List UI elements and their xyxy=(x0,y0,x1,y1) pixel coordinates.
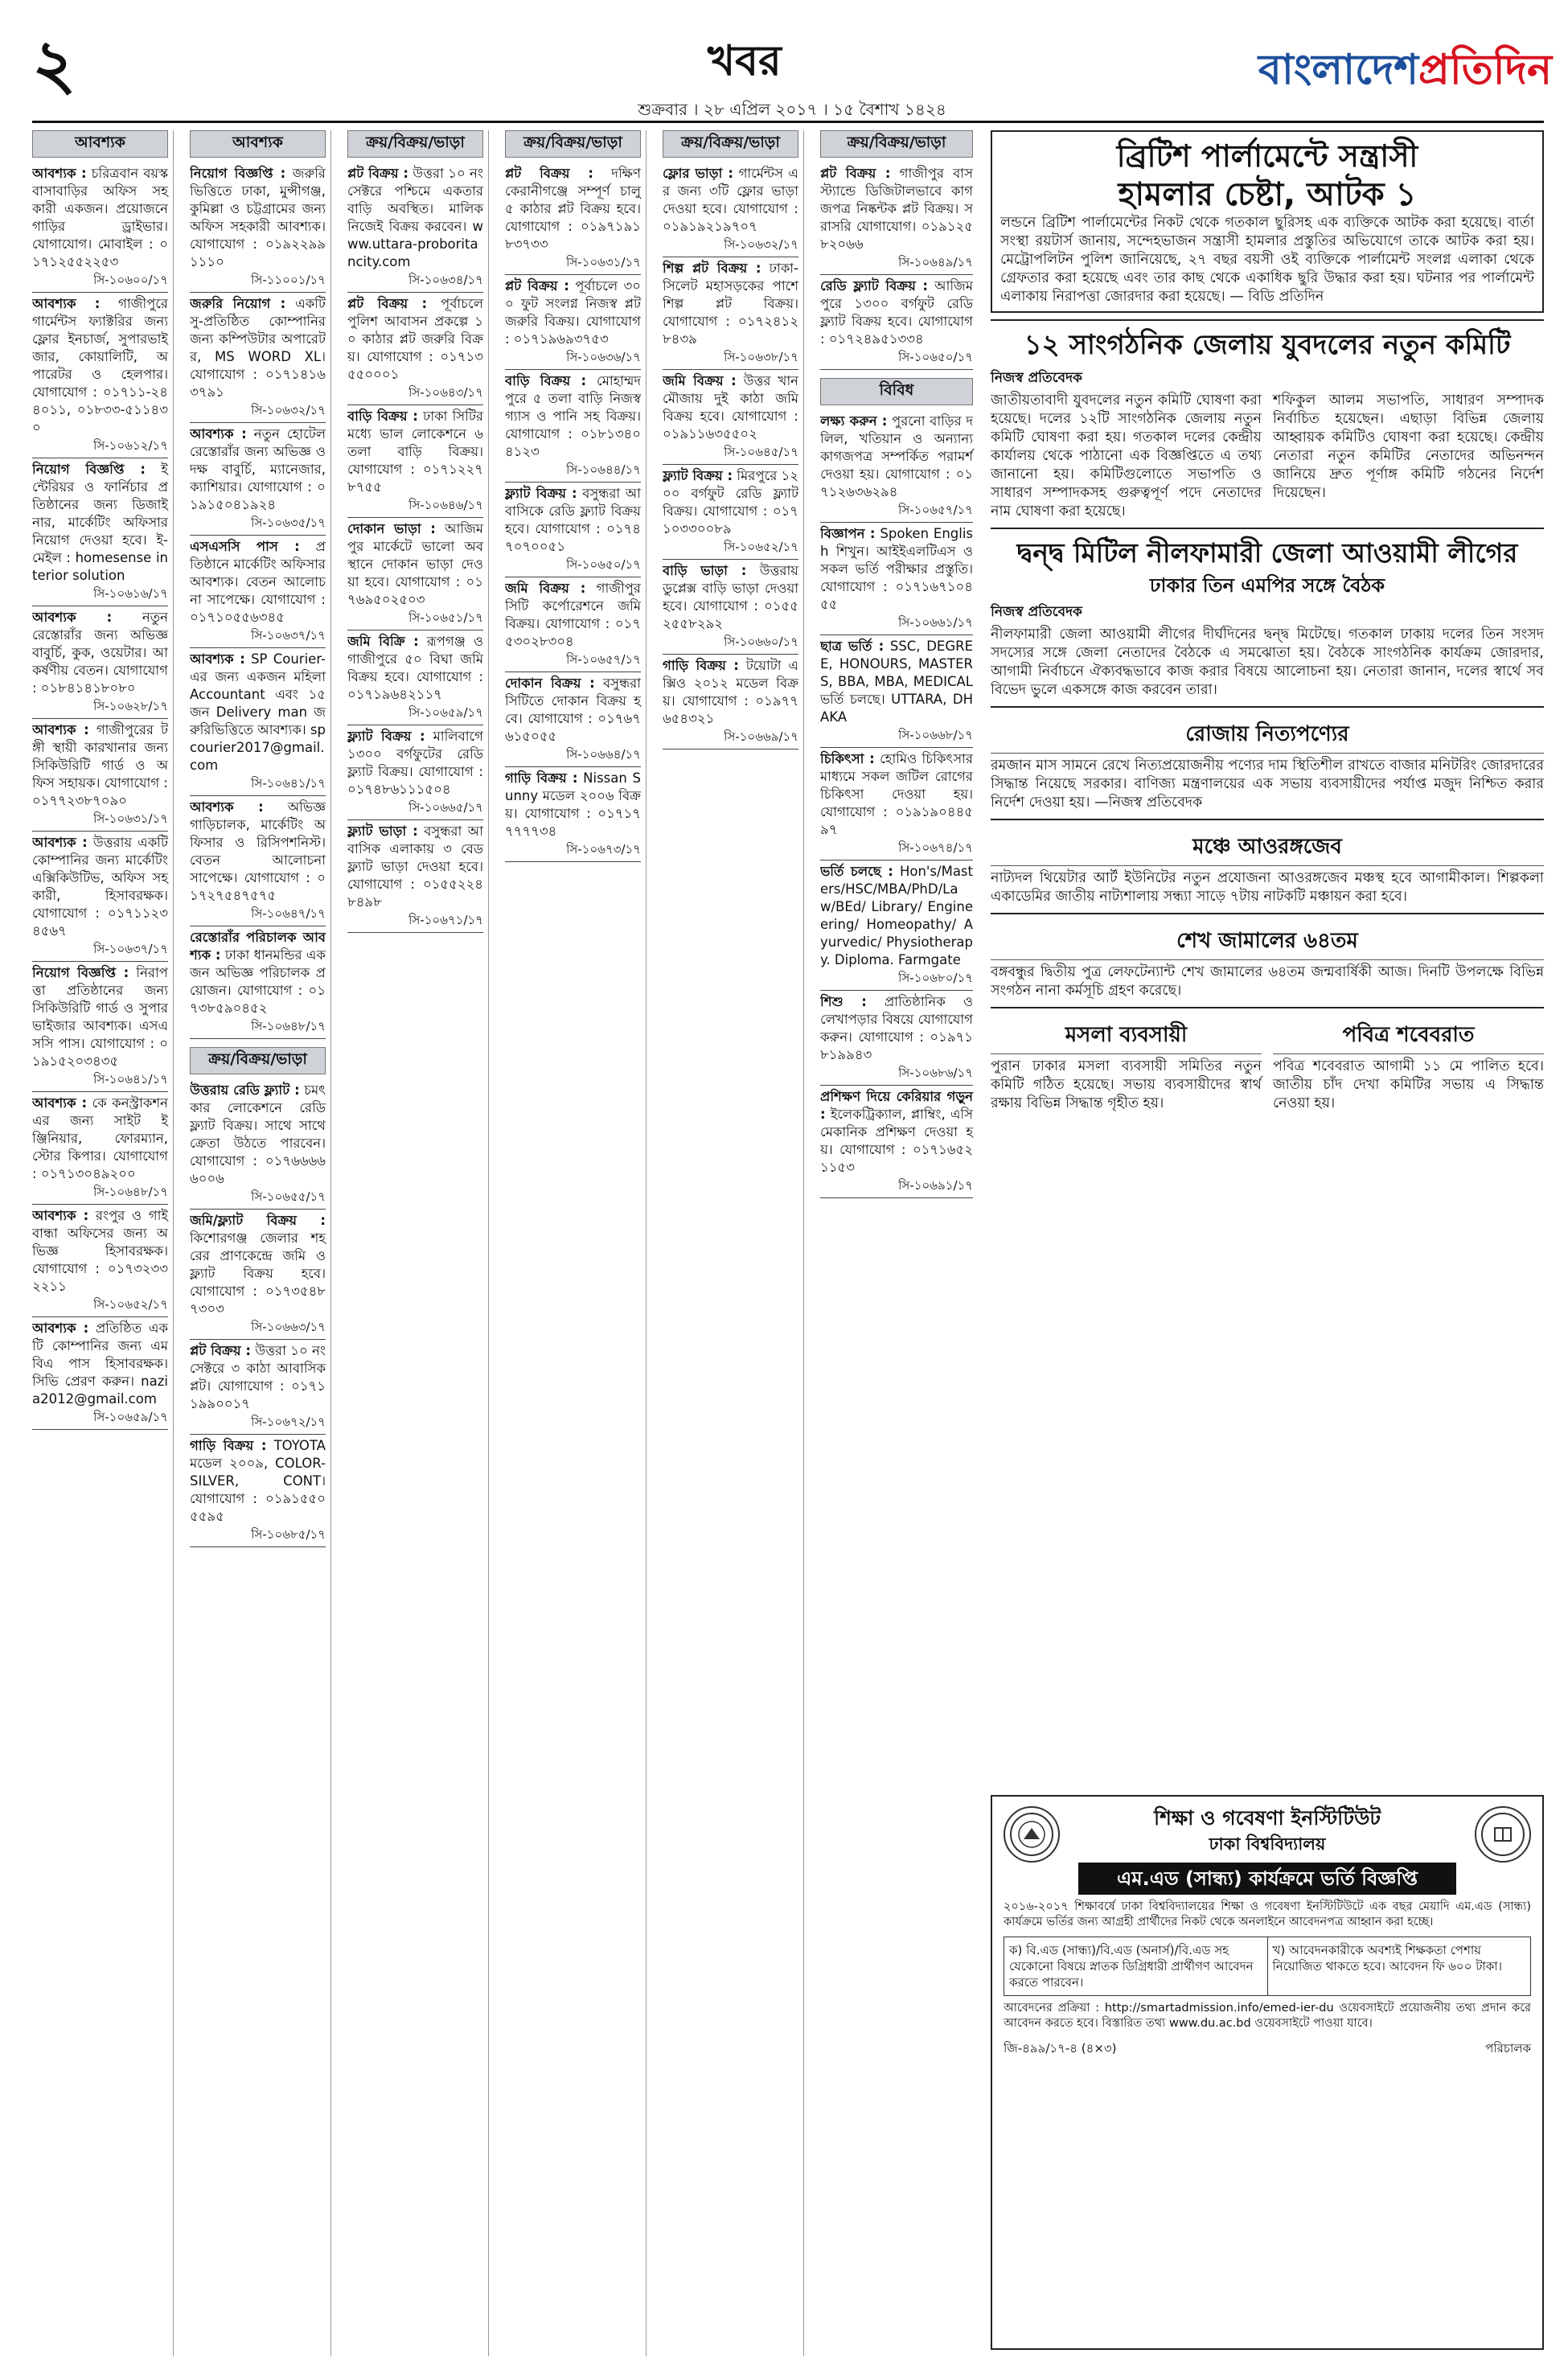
newspaper-logo xyxy=(1258,42,1552,98)
classified-ad: শিল্প প্লট বিক্রয় : ঢাকা-সিলেট মহাসড়কের পাশে শিল্প প্লট বিক্রয়। যোগাযোগ : ০১৭২৪১২৮৪৩৯ সি-১০৬৩৮/১৭ xyxy=(663,257,798,370)
classified-ad: দোকান বিক্রয় : বসুন্ধরা সিটিতে দোকান বিক্রয় হবে। যোগাযোগ : ০১৭৬৭৬১৫০৫৫ সি-১০৬৬৪/১৭ xyxy=(505,672,641,767)
column-heading: ক্রয়/বিক্রয়/ভাড়া xyxy=(820,130,973,158)
university-seal-icon xyxy=(1004,1806,1060,1863)
eligibility-table xyxy=(1004,1937,1531,1996)
classified-section xyxy=(32,130,981,2356)
ad-code: জি-৪৯৯/১৭-৪ (৪×৩) xyxy=(1004,2041,1117,2056)
classified-ad: লক্ষ্য করুন : পুরনো বাড়ির দলিল, খতিয়ান ও অন্যান্য কাগজপত্র সম্পর্কিত পরামর্শ দেওয়া হয়। যোগাযোগ : ০১৭১২৬৩৬২৯৪ সি-১০৬৫৭/১৭ xyxy=(820,410,973,523)
classified-ad: আবশ্যক : নতুন রেস্তোরাঁর জন্য অভিজ্ঞ বাবুর্চি, কুক, ওয়েটার। আকর্ষণীয় বেতন। যোগাযোগ : ০১৮৪১৪১৮০৮০ সি-১০৬২৮/১৭ xyxy=(32,606,168,719)
classified-ad: বাড়ি বিক্রয় : ঢাকা সিটির মধ্যে ভাল লোকেশনে ৬ তলা বাড়ি বিক্রয়। যোগাযোগ : ০১৭১২২৭৮৭৫৫ সি-১০৬৪৬/১৭ xyxy=(347,405,483,518)
brand-accent: প্রতিদিন xyxy=(1418,46,1552,94)
article-body: রমজান মাস সামনে রেখে নিত্যপ্রয়োজনীয় পণ্যের দাম স্থিতিশীল রাখতে বাজার মনিটরিং জোরদারের সিদ্ধান্ত নিয়েছে সরকার। বাণিজ্য মন্ত্রণালয়ের এক সভায় ব্যবসায়ীদের পর্যাপ্ত মজুদ নিশ্চিত করার নির্দেশ দেওয়া হয়। —নিজস্ব প্রতিবেদক xyxy=(991,758,1544,811)
classified-ad: এসএসসি পাস : প্রতিষ্ঠানে মার্কেটিং অফিসার আবশ্যক। বেতন আলোচনা সাপেক্ষে। যোগাযোগ : ০১৭১০৫৫৬৩৪৫ সি-১০৬৩৭/১৭ xyxy=(190,536,326,648)
classified-ad: জমি বিক্রয় : গাজীপুর সিটি কর্পোরেশনে জমি বিক্রয়। যোগাযোগ : ০১৭৫৩০২৮৩০৪ সি-১০৬৫৭/১৭ xyxy=(505,577,641,672)
news-story-shab-e-barat xyxy=(1273,1013,1544,1113)
classified-ad: ফ্ল্যাট বিক্রয় : মিরপুরে ১২০০ বর্গফুট রেডি ফ্ল্যাট বিক্রয়। যোগাযোগ : ০১৭১০৩৩০০৮৯ সি-১০৬৫২/১৭ xyxy=(663,465,798,560)
classified-column-3 xyxy=(347,130,489,2356)
classified-ad: ছাত্র ভর্তি : SSC, DEGREE, HONOURS, MASTERS, BBA, MBA, MEDICAL ভর্তি চলছে। UTTARA, DHAKA সি-১০৬৬৮/১৭ xyxy=(820,635,973,748)
news-story-nilphamari xyxy=(991,528,1544,700)
admission-footer xyxy=(1004,2039,1531,2060)
admission-advertisement xyxy=(991,1795,1544,2350)
masthead xyxy=(32,24,1552,121)
article-body: নীলফামারী জেলা আওয়ামী লীগের দীর্ঘদিনের দ্বন্দ্ব মিটেছে। গতকাল ঢাকায় দলের তিন সংসদ সদস্যের সঙ্গে জেলা নেতাদের বৈঠকে এ সমঝোতা হয়। বৈঠকে সাংগঠনিক কার্যক্রম জোরদার, আগামী নির্বাচনে ঐক্যবদ্ধভাবে কাজ করার বিষয়ে আলোচনা হয়। নেতারা জানান, দলের স্বার্থে সব বিভেদ ভুলে একসঙ্গে কাজ করবেন তারা। xyxy=(991,626,1544,698)
classified-column-1 xyxy=(32,130,174,2356)
classified-ad: প্লট বিক্রয় : পূর্বাচলে ৩০০ ফুট সংলগ্ন নিজস্ব প্লট জরুরি বিক্রয়। যোগাযোগ : ০১৭১৯৬৯৩৭৫৩ সি-১০৬৩৬/১৭ xyxy=(505,275,641,370)
classified-ad: গাড়ি বিক্রয় : Nissan Sunny মডেল ২০০৬ বিক্রয়। যোগাযোগ : ০১৭১৭৭৭৭৭৩৪ সি-১০৬৭৩/১৭ xyxy=(505,767,641,862)
classified-column-5 xyxy=(663,130,804,2356)
news-story-ramadan-prices xyxy=(991,706,1544,812)
headline: শেখ জামালের ৬৪তম xyxy=(991,924,1544,960)
headline: মঞ্চে আওরঙ্গজেব xyxy=(991,830,1544,866)
classified-ad: জরুরি নিয়োগ : একটি সু-প্রতিষ্ঠিত কোম্পানির জন্য কম্পিউটার অপারেটর, MS WORD XL। যোগাযোগ : ০১৭১৪১৬৩৭৯১ সি-১০৬৩২/১৭ xyxy=(190,293,326,423)
classified-ad: ভর্তি চলছে : Hon's/Masters/HSC/MBA/PhD/Law/BEd/ Library/ Engineering/ Homeopathy/ Ayurvedic/ Physiotherapy. Diploma. Farmgate সি-১০৬৮০/১৭ xyxy=(820,860,973,991)
news-story-jubodal xyxy=(991,319,1544,521)
headline: পবিত্র শবেবরাত xyxy=(1273,1018,1544,1054)
byline: নিজস্ব প্রতিবেদক xyxy=(991,370,1082,386)
byline: নিজস্ব প্রতিবেদক xyxy=(991,604,1082,620)
classified-ad: নিয়োগ বিজ্ঞপ্তি : ইন্টেরিয়র ও ফার্নিচার প্রতিষ্ঠানের জন্য ডিজাইনার, মার্কেটিং অফিসার নিয়োগ দেওয়া হবে। ই-মেইল : homesense interior solution সি-১০৬১৬/১৭ xyxy=(32,458,168,606)
headline: ব্রিটিশ পার্লামেন্টে সন্ত্রাসী xyxy=(1116,138,1418,174)
brand-main: বাংলাদেশ xyxy=(1258,46,1419,94)
classified-ad: চিকিৎসা : হোমিও চিকিৎসার মাধ্যমে সকল জটিল রোগের চিকিৎসা দেওয়া হয়। যোগাযোগ : ০১৯১৯০৪৪৫৯৭ সি-১০৬৭৪/১৭ xyxy=(820,748,973,860)
classified-ad: দোকান ভাড়া : আজিমপুর মার্কেটে ভালো অবস্থানে দোকান ভাড়া দেওয়া হবে। যোগাযোগ : ০১৭৬৯৫০২৫০৩ সি-১০৬৫১/১৭ xyxy=(347,518,483,630)
news-story-theatre xyxy=(991,819,1544,906)
classified-column-4 xyxy=(505,130,646,2356)
classified-ad: প্লট বিক্রয় : উত্তরা ১০ নং সেক্টরে পশ্চিমে একতার বাড়ি অবস্থিত। মালিক নিজেই বিক্রয় করবেন। www.uttara-proboritancity.com সি-১০৬৩৪/১৭ xyxy=(347,162,483,293)
classified-ad: গাড়ি বিক্রয় : TOYOTA মডেল ২০০৯, COLOR-SILVER, CONT। যোগাযোগ : ০১৯১৫৫০৫৫৯৫ সি-১০৬৮৫/১৭ xyxy=(190,1435,326,1547)
subheadline: ঢাকার তিন এমপির সঙ্গে বৈঠক xyxy=(1149,574,1385,597)
admission-intro: ২০১৬-২০১৭ শিক্ষাবর্ষে ঢাকা বিশ্ববিদ্যালয়ের শিক্ষা ও গবেষণা ইনস্টিটিউটে এক বছর মেয়াদি এম.এড (সান্ধ্য) কার্যক্রমে ভর্তির জন্য আগ্রহী প্রার্থীদের নিকট থেকে অনলাইনে আবেদনপত্র আহ্বান করা হচ্ছে। xyxy=(1004,1900,1531,1928)
classified-ad: বিজ্ঞাপন : Spoken English শিখুন। আইইএলটিএস ও সকল ভর্তি পরীক্ষার প্রস্তুতি। যোগাযোগ : ০১৭১৬৭১০৪৫৫ সি-১০৬৬১/১৭ xyxy=(820,523,973,635)
eligibility-right: খ) আবেদনকারীকে অবশ্যই শিক্ষকতা পেশায় নিয়োজিত থাকতে হবে। আবেদন ফি ৬০০ টাকা। xyxy=(1272,1943,1502,1974)
column-subheading: বিবিধ xyxy=(820,378,973,405)
column-subheading: ক্রয়/বিক্রয়/ভাড়া xyxy=(190,1047,326,1074)
news-story-sheikh-jamal xyxy=(991,913,1544,1000)
institute-seal-icon xyxy=(1475,1806,1531,1863)
classified-ad: উত্তরায় রেডি ফ্ল্যাট : চমৎকার লোকেশনে রেডি ফ্ল্যাট বিক্রয়। সাথে সাথে ক্রেতা উঠতে পারবেন। যোগাযোগ : ০১৭৬৬৬৬৬০০৬ সি-১০৬৫৫/১৭ xyxy=(190,1079,326,1210)
article-body: শফিকুল আলম সভাপতি, সাধারণ সম্পাদক নির্বাচিত হয়েছেন। এছাড়া বিভিন্ন জেলায় আহ্বায়ক কমিটিও ঘোষণা করা হয়েছে। কেন্দ্রীয় নেতারা নতুন কমিটির নেতাদের অভিনন্দন জানিয়ে দ্রুত পূর্ণাঙ্গ কমিটি গঠনের নির্দেশ দিয়েছেন। xyxy=(1273,392,1544,501)
article-body: লন্ডনে ব্রিটিশ পার্লামেন্টের নিকট থেকে গতকাল ছুরিসহ এক ব্যক্তিকে আটক করা হয়েছে। বার্তা সংস্থা রয়টার্স জানায়, সন্দেহভাজন সন্ত্রাসী হামলার প্রস্তুতির অভিযোগে তাকে আটক করা হয়। মেট্রোপলিটন পুলিশ জানিয়েছে, ২৭ বছর বয়সী ওই ব্যক্তিকে পার্লামেন্ট সংলগ্ন এলাকা থেকে গ্রেফতার করা হয়েছে এবং তার কাছ থেকে একাধিক ছুরি উদ্ধার করা হয়। ঘটনার পর পার্লামেন্ট এলাকায় নিরাপত্তা জোরদার করা হয়েছে। — বিডি প্রতিদিন xyxy=(1000,215,1534,305)
eligibility-left: ক) বি.এড (সান্ধ্য)/বি.এড (অনার্স)/বি.এড সহ যেকোনো বিষয়ে স্নাতক ডিগ্রিধারী প্রার্থীগণ আবেদন করতে পারবেন। xyxy=(1004,1937,1268,1995)
classified-ad: রেডি ফ্ল্যাট বিক্রয় : আজিমপুরে ১৩০০ বর্গফুট রেডি ফ্ল্যাট বিক্রয় হবে। যোগাযোগ : ০১৭২৪৯৫১৩৩৪ সি-১০৬৫০/১৭ xyxy=(820,275,973,370)
classified-ad: আবশ্যক : প্রতিষ্ঠিত একটি কোম্পানির জন্য এমবিএ পাস হিসাবরক্ষক। সিভি প্রেরণ করুন। nazia2012@gmail.com সি-১০৬৫৯/১৭ xyxy=(32,1317,168,1430)
classified-ad: ফ্ল্যাট বিক্রয় : মালিবাগে ১৩০০ বর্গফুটের রেডি ফ্ল্যাট বিক্রয়। যোগাযোগ : ০১৭৪৮৬১১১৫০৪ সি-১০৬৬৫/১৭ xyxy=(347,725,483,820)
headline: ১২ সাংগঠনিক জেলায় যুবদলের নতুন কমিটি xyxy=(1024,329,1511,361)
classified-ad: বাড়ি বিক্রয় : মোহাম্মদপুরে ৫ তলা বাড়ি নিজস্ব গ্যাস ও পানি সহ বিক্রয়। যোগাযোগ : ০১৮১৩৪০৪১২৩ সি-১০৬৪৪/১৭ xyxy=(505,370,641,483)
headline: রোজায় নিত্যপণ্যের xyxy=(991,717,1544,754)
classified-ad: গাড়ি বিক্রয় : টয়োটা এক্সিও ২০১২ মডেল বিক্রয়। যোগাযোগ : ০১৯৭৭৬৫৪৩২১ সি-১০৬৬৯/১৭ xyxy=(663,655,798,750)
classified-ad: আবশ্যক : নতুন হোটেল রেস্তোরাঁর জন্য অভিজ্ঞ ও দক্ষ বাবুর্চি, ম্যানেজার, ক্যাশিয়ার। যোগাযোগ : ০১৯১৫০৪১৯২৪ সি-১০৬৩৫/১৭ xyxy=(190,423,326,536)
classified-ad: প্লট বিক্রয় : উত্তরা ১০ নং সেক্টরে ৩ কাঠা আবাসিক প্লট। যোগাযোগ : ০১৭১১৯৯০০১৭ সি-১০৬৭২/১৭ xyxy=(190,1340,326,1435)
classified-ad: নিয়োগ বিজ্ঞপ্তি : জরুরি ভিত্তিতে ঢাকা, মুন্সীগঞ্জ, কুমিল্লা ও চট্টগ্রামের জন্য অফিস সহকারী আবশ্যক। যোগাযোগ : ০১৯২২৯৯১১১০ সি-১১০০১/১৭ xyxy=(190,162,326,293)
admission-note: আবেদনের প্রক্রিয়া : http://smartadmission.info/emed-ier-du ওয়েবসাইটে প্রয়োজনীয় তথ্য প্রদান করে আবেদন করতে হবে। বিস্তারিত তথ্য www.du.ac.bd ওয়েবসাইটে পাওয়া যাবে। xyxy=(1004,2002,1531,2030)
classified-column-6 xyxy=(820,130,978,2356)
classified-ad: প্রশিক্ষণ দিয়ে কেরিয়ার গড়ুন : ইলেকট্রিক্যাল, প্লাম্বিং, এসি মেকানিক প্রশিক্ষণ দেওয়া হয়। যোগাযোগ : ০১৭১৬৫২১১৫৩ সি-১০৬৯১/১৭ xyxy=(820,1086,973,1198)
article-body: পবিত্র শবেবরাত আগামী ১১ মে পালিত হবে। জাতীয় চাঁদ দেখা কমিটির সভায় এ সিদ্ধান্ত নেওয়া হয়। xyxy=(1273,1058,1544,1111)
classified-ad: আবশ্যক : অভিজ্ঞ গাড়িচালক, মার্কেটিং অফিসার ও রিসিপশনিস্ট। বেতন আলোচনা সাপেক্ষে। যোগাযোগ : ০১৭২৭৫৪৭৫৭৫ সি-১০৬৪৭/১৭ xyxy=(190,796,326,926)
headline: হামলার চেষ্টা, আটক ১ xyxy=(1118,176,1417,213)
column-heading: আবশ্যক xyxy=(32,130,168,158)
classified-ad: জমি বিক্রি : রূপগঞ্জ ও গাজীপুরে ৫০ বিঘা জমি বিক্রয় হবে। যোগাযোগ : ০১৭১৯৬৪২১১৭ সি-১০৬৫৯/১৭ xyxy=(347,630,483,725)
classified-ad: প্লট বিক্রয় : পূর্বাচলে পুলিশ আবাসন প্রকল্পে ১০ কাঠার প্লট জরুরি বিক্রয়। যোগাযোগ : ০১৭১৩৫৫০০০১ সি-১০৬৪৩/১৭ xyxy=(347,293,483,405)
article-body: জাতীয়তাবাদী যুবদলের নতুন কমিটি ঘোষণা করা হয়েছে। দলের ১২টি সাংগঠনিক জেলায় নতুন কমিটি ঘোষণা করা হয়। গতকাল দলের কেন্দ্রীয় কার্যালয় থেকে পাঠানো এক বিজ্ঞপ্তিতে এ তথ্য জানানো হয়। কমিটিগুলোতে সভাপতি ও সাধারণ সম্পাদকসহ গুরুত্বপূর্ণ পদে নেতাদের নাম ঘোষণা করা হয়েছে। xyxy=(991,392,1262,520)
headline: দ্বন্দ্ব মিটিল নীলফামারী জেলা আওয়ামী লীগের xyxy=(1016,537,1518,569)
column-heading: ক্রয়/বিক্রয়/ভাড়া xyxy=(347,130,483,158)
signatory: পরিচালক xyxy=(1485,2041,1531,2056)
classified-ad: বাড়ি ভাড়া : উত্তরায় ডুপ্লেক্স বাড়ি ভাড়া দেওয়া হবে। যোগাযোগ : ০১৫৫২৫৫৮২৯২ সি-১০৬৬০/১৭ xyxy=(663,560,798,655)
classified-ad: ফ্ল্যাট ভাড়া : বসুন্ধরা আবাসিক এলাকায় ৩ বেড ফ্ল্যাট ভাড়া দেওয়া হবে। যোগাযোগ : ০১৫৫২২৪৮৪৯৮ সি-১০৬৭১/১৭ xyxy=(347,820,483,933)
column-heading: ক্রয়/বিক্রয়/ভাড়া xyxy=(505,130,641,158)
section-title: খবর xyxy=(708,37,782,85)
classified-ad: প্লট বিক্রয় : গাজীপুর বাসস্ট্যান্ডে ডিজিটালভাবে কাগজপত্র নিষ্কন্টক প্লট বিক্রয়। সরাসরি যোগাযোগ। ০১৯১২৫৮২০৬৬ সি-১০৬৪৯/১৭ xyxy=(820,162,973,275)
admission-banner: এম.এড (সান্ধ্য) কার্যক্রমে ভর্তি বিজ্ঞপ্তি xyxy=(1078,1863,1456,1895)
classified-ad: আবশ্যক : SP Courier-এর জন্য একজন মহিলা Accountant এবং ১৫ জন Delivery man জরুরিভিত্তিতে আবশ্যক। spcourier2017@gmail.com সি-১০৬৪১/১৭ xyxy=(190,648,326,796)
dateline: শুক্রবার । ২৮ এপ্রিল ২০১৭ । ১৫ বৈশাখ ১৪২৪ xyxy=(638,100,946,119)
classified-ad: আবশ্যক : গাজীপুরে গার্মেন্টস ফ্যাক্টরির জন্য ফ্লোর ইনচার্জ, সুপারভাইজার, কোয়ালিটি, অপারেটর ও হেলপার। যোগাযোগ : ০১৭১১-২৪৪০১১, ০১৮৩৩-৫১১৪৩০ সি-১০৬১২/১৭ xyxy=(32,293,168,458)
classified-ad: জমি/ফ্ল্যাট বিক্রয় : কিশোরগঞ্জ জেলার শহরের প্রাণকেন্দ্রে জমি ও ফ্ল্যাট বিক্রয় হবে। যোগাযোগ : ০১৭৩৫৪৮৭৩০৩ সি-১০৬৬৩/১৭ xyxy=(190,1210,326,1340)
classified-ad: জমি বিক্রয় : উত্তর খান মৌজায় দুই কাঠা জমি বিক্রয় হবে। যোগাযোগ : ০১৯১১৬৩৫৫০২ সি-১০৬৪৫/১৭ xyxy=(663,370,798,465)
headline: মসলা ব্যবসায়ী xyxy=(991,1018,1262,1054)
classified-ad: প্লট বিক্রয় : দক্ষিণ কেরানীগঞ্জে সম্পূর্ণ চালু ৫ কাঠার প্লট বিক্রয় হবে। যোগাযোগ : ০১৯৭১৯১৮৩৭৩৩ সি-১০৬৩১/১৭ xyxy=(505,162,641,275)
classified-ad: আবশ্যক : কে কনস্ট্রাকশন এর জন্য সাইট ইঞ্জিনিয়ার, ফোরম্যান, স্টোর কিপার। যোগাযোগ : ০১৭১৩০৪৯২০০ সি-১০৬৪৮/১৭ xyxy=(32,1092,168,1205)
classified-column-2 xyxy=(190,130,331,2356)
news-story-pair xyxy=(991,1007,1544,1113)
masthead-rule xyxy=(32,121,1544,123)
page-number: ২ xyxy=(32,24,76,104)
classified-ad: আবশ্যক : উত্তরায় একটি কোম্পানির জন্য মার্কেটিং এক্সিকিউটিভ, অফিস সহকারী, হিসাবরক্ষক। যোগাযোগ : ০১৭১১২৩৪৫৬৭ সি-১০৬৩৭/১৭ xyxy=(32,832,168,962)
classified-ad: রেস্তোরাঁর পরিচালক আবশ্যক : ঢাকা ধানমন্ডির একজন অভিজ্ঞ পরিচালক প্রয়োজন। যোগাযোগ : ০১৭৩৮৫৯০৪৫২ সি-১০৬৪৮/১৭ xyxy=(190,926,326,1039)
classified-ad: শিশু : প্রাতিষ্ঠানিক ও লেখাপড়ার বিষয়ে যোগাযোগ করুন। যোগাযোগ : ০১৯৭১৮১৯৯৪৩ সি-১০৬৮৬/১৭ xyxy=(820,991,973,1086)
column-heading: আবশ্যক xyxy=(190,130,326,158)
news-story-spice-traders xyxy=(991,1013,1262,1113)
classified-ad: নিয়োগ বিজ্ঞপ্তি : নিরাপত্তা প্রতিষ্ঠানের জন্য সিকিউরিটি গার্ড ও সুপারভাইজার আবশ্যক। এসএসসি পাস। যোগাযোগ : ০১৯১৫২০৩৪৩৫ সি-১০৬৪১/১৭ xyxy=(32,962,168,1092)
article-body: নাট্যদল থিয়েটার আর্ট ইউনিটের নতুন প্রযোজনা আওরঙ্গজেব মঞ্চস্থ হবে আগামীকাল। শিল্পকলা একাডেমির জাতীয় নাট্যশালায় সন্ধ্যা সাড়ে ৭টায় নাটকটি মঞ্চায়ন করা হবে। xyxy=(991,870,1544,905)
classified-ad: ফ্ল্যাট বিক্রয় : বসুন্ধরা আবাসিকে রেডি ফ্ল্যাট বিক্রয় হবে। যোগাযোগ : ০১৭৪৭০৭০০৫১ সি-১০৬৫০/১৭ xyxy=(505,483,641,577)
news-story-british-parliament xyxy=(991,130,1544,313)
article-body: পুরান ঢাকার মসলা ব্যবসায়ী সমিতির নতুন কমিটি গঠিত হয়েছে। সভায় ব্যবসায়ীদের স্বার্থ রক্ষায় বিভিন্ন সিদ্ধান্ত গৃহীত হয়। xyxy=(991,1058,1262,1111)
institute-title: শিক্ষা ও গবেষণা ইনস্টিটিউট xyxy=(1153,1806,1381,1830)
article-body: বঙ্গবন্ধুর দ্বিতীয় পুত্র লেফটেন্যান্ট শেখ জামালের ৬৪তম জন্মবার্ষিকী আজ। দিনটি উপলক্ষে বিভিন্ন সংগঠন নানা কর্মসূচি গ্রহণ করেছে। xyxy=(991,964,1544,999)
column-heading: ক্রয়/বিক্রয়/ভাড়া xyxy=(663,130,798,158)
university-name: ঢাকা বিশ্ববিদ্যালয় xyxy=(1209,1834,1326,1854)
classified-ad: আবশ্যক : রংপুর ও গাইবান্ধা অফিসের জন্য অভিজ্ঞ হিসাবরক্ষক। যোগাযোগ : ০১৭৩২৩৩২২১১ সি-১০৬৫২/১৭ xyxy=(32,1205,168,1317)
classified-ad: আবশ্যক : চরিত্রবান বয়স্ক বাসাবাড়ির অফিস সহকারী একজন। প্রয়োজনে গাড়ির ড্রাইভার। যোগাযোগ। মোবাইল : ০১৭১২৫৫২২৫৩ সি-১০৬০০/১৭ xyxy=(32,162,168,293)
classified-ad: ফ্লোর ভাড়া : গার্মেন্টস এর জন্য ৩টি ফ্লোর ভাড়া দেওয়া হবে। যোগাযোগ : ০১৯১৯২১৯৭০৭ সি-১০৬৩২/১৭ xyxy=(663,162,798,257)
classified-ad: আবশ্যক : গাজীপুরের টঙ্গী স্থায়ী কারখানার জন্য সিকিউরিটি গার্ড ও অফিস সহায়ক। যোগাযোগ : ০১৭৭২৩৮৭০৯০ সি-১০৬৩১/১৭ xyxy=(32,719,168,832)
